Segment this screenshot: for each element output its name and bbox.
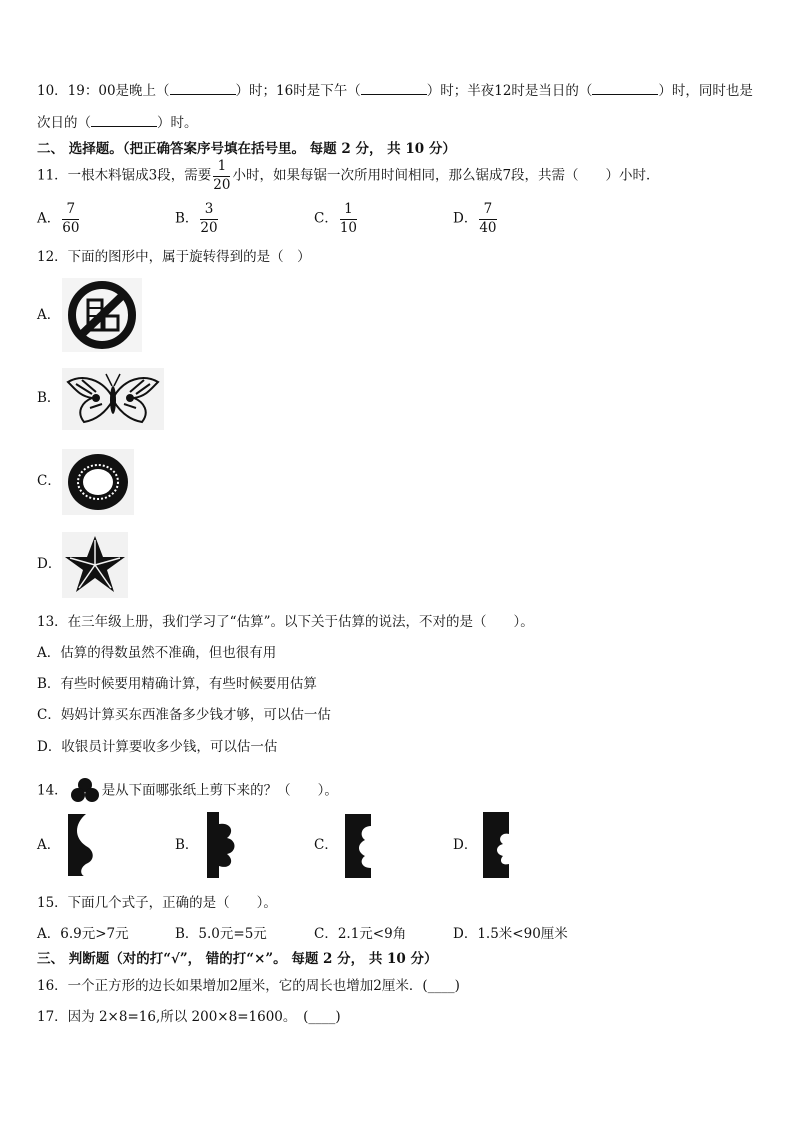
q13-option-b[interactable]: B．有些时候要用精确计算，有些时候要用估算	[37, 676, 317, 692]
q14-option-a-label[interactable]: A．	[37, 837, 61, 853]
q11-option-c[interactable]: C． $\frac{1}{10}$	[314, 201, 358, 236]
q15-option-d[interactable]: D．1.5米<90厘米	[453, 926, 568, 942]
q13-stem: 13．在三年级上册，我们学习了“估算”。以下关于估算的说法，不对的是（ ）。	[37, 614, 534, 630]
answer-blank[interactable]	[361, 94, 427, 95]
answer-blank[interactable]	[592, 94, 658, 95]
q11-option-a[interactable]: A． $\frac{7}{60}$	[37, 201, 80, 236]
cut-paper-b-icon[interactable]	[205, 810, 239, 880]
q12-option-b-label[interactable]: B．	[37, 390, 61, 406]
q13-option-d[interactable]: D．收银员计算要收多少钱，可以估一估	[37, 739, 278, 755]
q15-option-a[interactable]: A．6.9元>7元	[37, 926, 129, 942]
cut-paper-c-icon[interactable]	[343, 812, 375, 880]
sun-ring-icon[interactable]	[62, 449, 134, 515]
q14-option-d-label[interactable]: D．	[453, 837, 478, 853]
q15-stem: 15．下面几个式子，正确的是（ ）。	[37, 895, 277, 911]
q13-option-c[interactable]: C．妈妈计算买东西准备多少钱才够，可以估一估	[37, 707, 331, 723]
q10-line2: 次日的（ ）时。	[37, 115, 198, 131]
answer-blank[interactable]	[170, 94, 236, 95]
q17-stem[interactable]: 17．因为 2×8=16,所以 200×8=1600。 (____)	[37, 1009, 341, 1025]
fraction: $\frac{7}{40}$	[479, 201, 497, 236]
fraction: $\frac{1}{20}$	[213, 158, 231, 193]
fraction: $\frac{1}{10}$	[339, 201, 358, 236]
q15-option-c[interactable]: C．2.1元<9角	[314, 926, 407, 942]
q15-option-b[interactable]: B．5.0元=5元	[175, 926, 267, 942]
q14-stem: 14． 是从下面哪张纸上剪下来的？（ ）。	[37, 777, 338, 805]
q11-option-b[interactable]: B． $\frac{3}{20}$	[175, 201, 218, 236]
section-heading-judge: 三、 判断题（对的打“√”， 错的打“×”。 每题 2 分， 共 10 分）	[37, 951, 438, 967]
q16-stem[interactable]: 16．一个正方形的边长如果增加2厘米，它的周长也增加2厘米．(____)	[37, 978, 460, 994]
star-pinwheel-icon[interactable]	[62, 532, 128, 598]
butterfly-icon[interactable]	[62, 368, 164, 430]
answer-blank[interactable]	[91, 126, 157, 127]
cut-paper-d-icon[interactable]	[481, 810, 511, 880]
q10-line1: 10．19：00是晚上（ ）时；16时是下午（ ）时；半夜12时是当日的（ ）时，同时也是	[37, 83, 753, 99]
q14-option-b-label[interactable]: B．	[175, 837, 199, 853]
q14-option-c-label[interactable]: C．	[314, 837, 338, 853]
cut-paper-a-icon[interactable]	[66, 812, 102, 878]
section-heading-choice: 二、 选择题。（把正确答案序号填在括号里。 每题 2 分， 共 10 分）	[37, 141, 456, 157]
fraction: $\frac{7}{60}$	[62, 201, 80, 236]
q12-option-a-label[interactable]: A．	[37, 307, 61, 323]
q13-option-a[interactable]: A．估算的得数虽然不准确，但也很有用	[37, 645, 277, 661]
fraction: $\frac{3}{20}$	[200, 201, 218, 236]
q12-option-c-label[interactable]: C．	[37, 473, 61, 489]
no-books-sign-icon[interactable]	[62, 278, 142, 352]
clover-icon	[70, 777, 100, 805]
q12-stem: 12．下面的图形中，属于旋转得到的是（ ）	[37, 249, 311, 265]
q12-option-d-label[interactable]: D．	[37, 556, 62, 572]
q11-stem: 11．一根木料锯成3段，需要 $\frac{1}{20}$ 小时，如果每锯一次所用时间相同，那么锯成7段，共需（ ）小时．	[37, 158, 660, 193]
q11-option-d[interactable]: D． $\frac{7}{40}$	[453, 201, 497, 236]
